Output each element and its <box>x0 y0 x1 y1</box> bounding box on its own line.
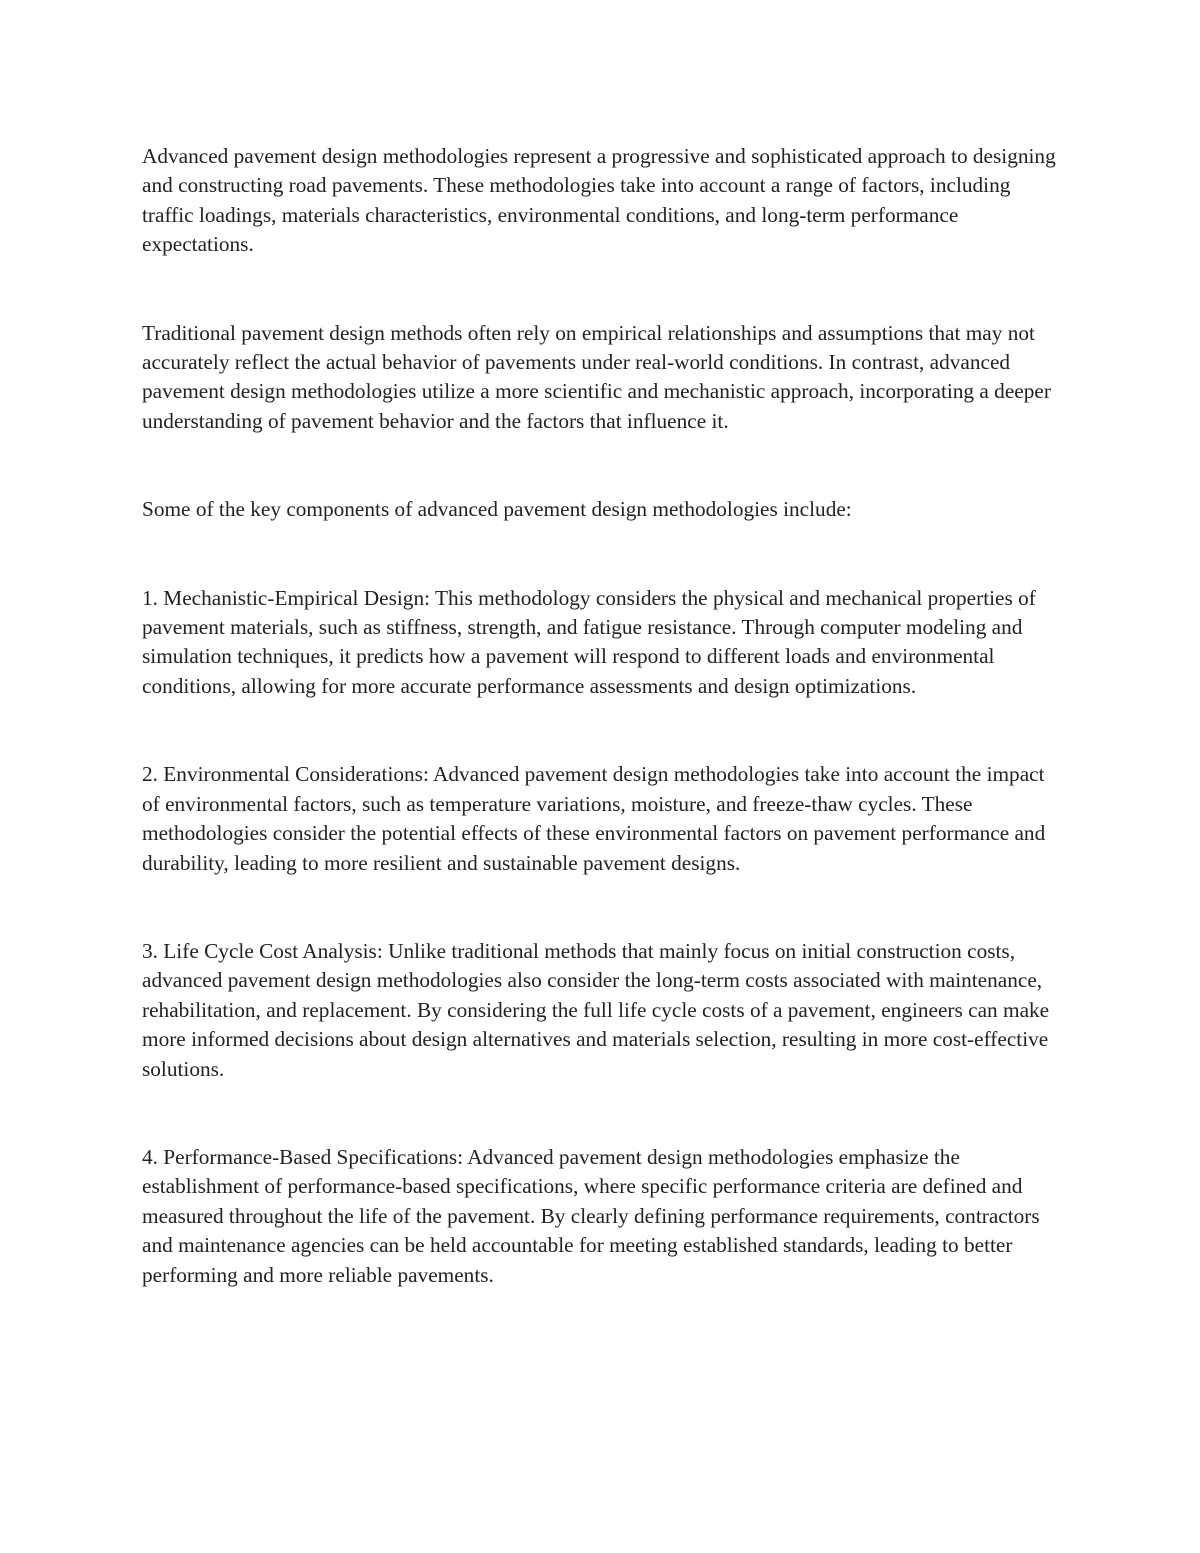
paragraph-spacer <box>142 1084 1060 1143</box>
paragraph-spacer <box>142 260 1060 319</box>
document-body <box>142 142 1060 1290</box>
list-item-mechanistic-empirical: 1. Mechanistic-Empirical Design: This methodology considers the physical and mechanical properties of pavement materials, such as stiffness, strength, and fatigue resistance. Through computer modeling and simulation techniques, it predicts how a pavement will respond to different loads and environmental conditions, allowing for more accurate performance assessments and design optimizations. <box>142 585 1036 698</box>
paragraph-spacer <box>142 436 1060 495</box>
list-item-environmental: 2. Environmental Considerations: Advanced pavement design methodologies take into account the impact of environmental factors, such as temperature variations, moisture, and freeze-thaw cycles. These methodologies consider the potential effects of these environmental factors on pavement performance and durability, leading to more resilient and sustainable pavement designs. <box>142 762 1046 875</box>
paragraph-key-components-intro: Some of the key components of advanced pavement design methodologies include: <box>142 497 852 522</box>
paragraph-spacer <box>142 878 1060 937</box>
paragraph-intro: Advanced pavement design methodologies represent a progressive and sophisticated approach to designing and constructing road pavements. These methodologies take into account a range of factors, including traffic loadings, materials characteristics, environmental conditions, and long-term performance expectations. <box>142 144 1056 257</box>
paragraph-spacer <box>142 525 1060 584</box>
paragraph-spacer <box>142 701 1060 760</box>
list-item-life-cycle-cost: 3. Life Cycle Cost Analysis: Unlike traditional methods that mainly focus on initial construction costs, advanced pavement design methodologies also consider the long-term costs associated with maintenance, rehabilitation, and replacement. By considering the full life cycle costs of a pavement, engineers can make more informed decisions about design alternatives and materials selection, resulting in more cost-effective solutions. <box>142 938 1050 1081</box>
list-item-performance-based: 4. Performance-Based Specifications: Advanced pavement design methodologies emphasize the establishment of performance-based specifications, where specific performance criteria are defined and measured throughout the life of the pavement. By clearly defining performance requirements, contractors and maintenance agencies can be held accountable for meeting established standards, leading to better performing and more reliable pavements. <box>142 1144 1040 1287</box>
paragraph-traditional-methods: Traditional pavement design methods often rely on empirical relationships and assumptions that may not accurately reflect the actual behavior of pavements under real-world conditions. In contrast, advanced pavement design methodologies utilize a more scientific and mechanistic approach, incorporating a deeper understanding of pavement behavior and the factors that influence it. <box>142 320 1051 433</box>
